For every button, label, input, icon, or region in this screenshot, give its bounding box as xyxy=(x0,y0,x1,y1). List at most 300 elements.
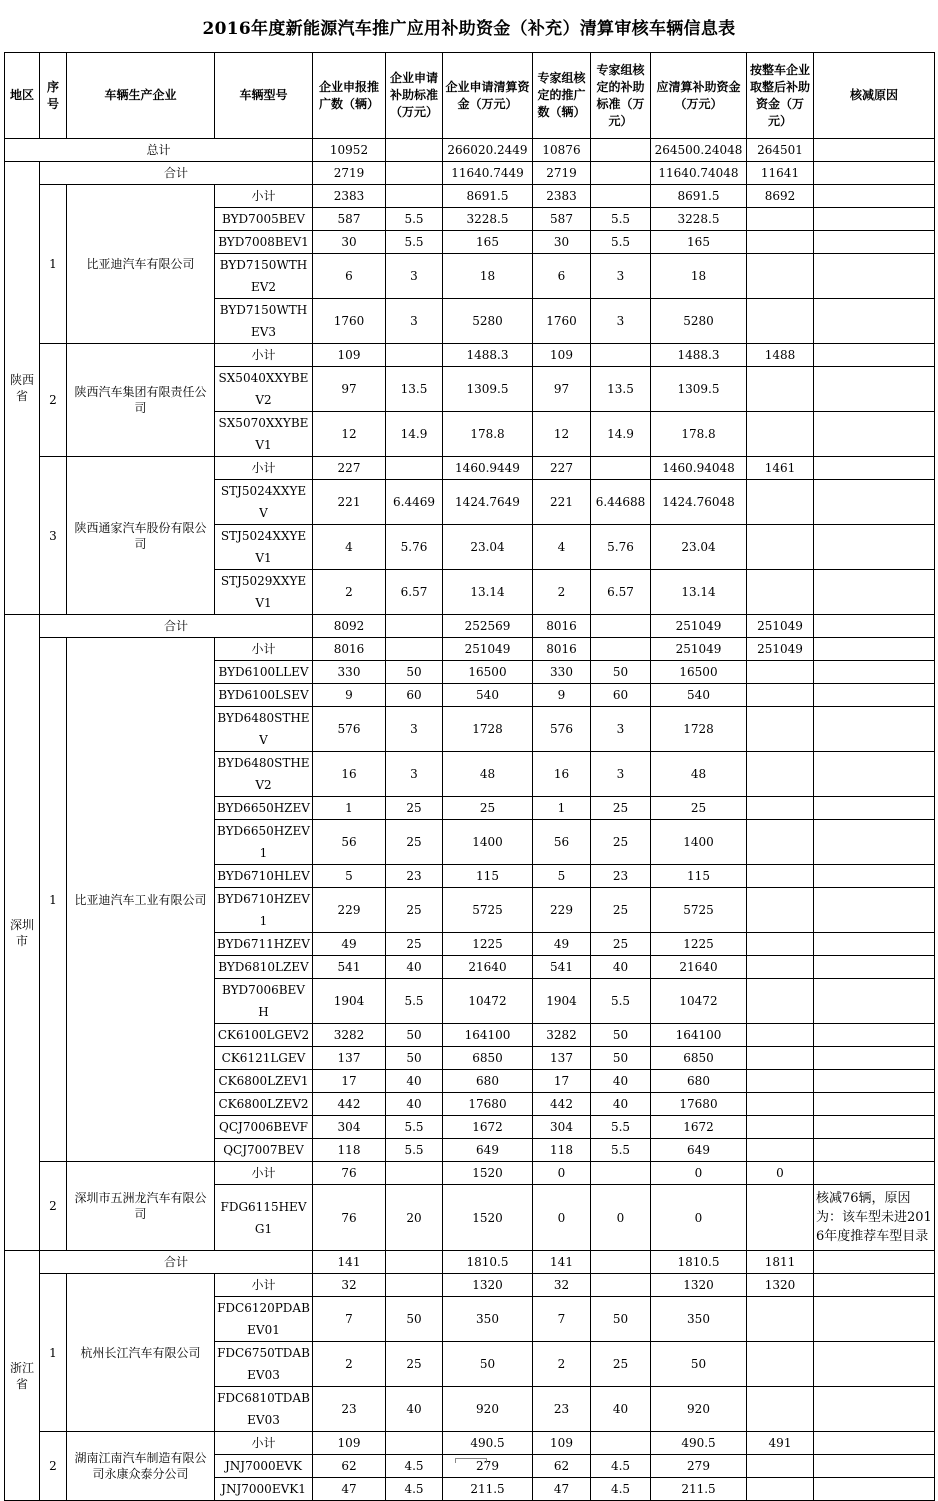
region-sum-rounded-fund: 251049 xyxy=(747,615,814,638)
vehicle-declared-fund: 680 xyxy=(443,1070,533,1093)
vehicle-reason xyxy=(814,208,935,231)
vehicle-model: BYD7006BEVH xyxy=(215,979,313,1024)
vehicle-declared-std: 5.76 xyxy=(386,525,443,570)
vehicle-expert-qty: 1904 xyxy=(533,979,591,1024)
subtotal-expert-std xyxy=(591,344,651,367)
vehicle-expert-qty: 30 xyxy=(533,231,591,254)
vehicle-settle-fund: 18 xyxy=(651,254,747,299)
vehicle-rounded-fund xyxy=(747,231,814,254)
vehicle-declared-qty: 118 xyxy=(313,1139,386,1162)
vehicle-settle-fund: 1400 xyxy=(651,820,747,865)
vehicle-declared-fund: 350 xyxy=(443,1297,533,1342)
company-name: 陕西通家汽车股份有限公司 xyxy=(67,457,215,615)
vehicle-reason xyxy=(814,1297,935,1342)
vehicle-settle-fund: 21640 xyxy=(651,956,747,979)
region-sum-settle-fund: 251049 xyxy=(651,615,747,638)
region-sum-expert-std xyxy=(591,615,651,638)
vehicle-rounded-fund xyxy=(747,1047,814,1070)
region-sum-label: 合计 xyxy=(40,162,313,185)
vehicle-expert-std: 6.57 xyxy=(591,570,651,615)
vehicle-expert-qty: 3282 xyxy=(533,1024,591,1047)
subtotal-declared-qty: 2383 xyxy=(313,185,386,208)
subtotal-expert-qty: 0 xyxy=(533,1162,591,1185)
company-seq: 1 xyxy=(40,638,67,1162)
vehicle-declared-std: 20 xyxy=(386,1185,443,1251)
vehicle-expert-std: 6.44688 xyxy=(591,480,651,525)
vehicle-settle-fund: 649 xyxy=(651,1139,747,1162)
total-expert-qty: 10876 xyxy=(533,139,591,162)
subtotal-reason xyxy=(814,1432,935,1455)
subtotal-rounded-fund: 1488 xyxy=(747,344,814,367)
vehicle-settle-fund: 211.5 xyxy=(651,1478,747,1501)
vehicle-rounded-fund xyxy=(747,1387,814,1432)
vehicle-declared-qty: 229 xyxy=(313,888,386,933)
vehicle-settle-fund: 920 xyxy=(651,1387,747,1432)
region-sum-reason xyxy=(814,162,935,185)
vehicle-expert-std: 50 xyxy=(591,1024,651,1047)
vehicle-reason xyxy=(814,525,935,570)
vehicle-settle-fund: 50 xyxy=(651,1342,747,1387)
vehicle-declared-qty: 76 xyxy=(313,1185,386,1251)
company-seq: 3 xyxy=(40,457,67,615)
region-sum-settle-fund: 1810.5 xyxy=(651,1251,747,1274)
vehicle-expert-std: 0 xyxy=(591,1185,651,1251)
vehicle-declared-std: 40 xyxy=(386,1387,443,1432)
vehicle-expert-std: 40 xyxy=(591,1070,651,1093)
subtotal-expert-std xyxy=(591,1274,651,1297)
vehicle-model: BYD6100LLEV xyxy=(215,661,313,684)
header-row xyxy=(5,53,935,139)
region-sum-expert-std xyxy=(591,162,651,185)
vehicle-model: CK6100LGEV2 xyxy=(215,1024,313,1047)
vehicle-reason xyxy=(814,231,935,254)
region-sum-declared-std xyxy=(386,162,443,185)
company-name: 比亚迪汽车工业有限公司 xyxy=(67,638,215,1162)
vehicle-rounded-fund xyxy=(747,1342,814,1387)
vehicle-reason xyxy=(814,1455,935,1478)
vehicle-declared-std: 25 xyxy=(386,797,443,820)
vehicle-declared-qty: 2 xyxy=(313,1342,386,1387)
vehicle-rounded-fund xyxy=(747,956,814,979)
vehicle-expert-qty: 16 xyxy=(533,752,591,797)
vehicle-expert-qty: 5 xyxy=(533,865,591,888)
page-edge-marker xyxy=(455,1458,487,1463)
vehicle-declared-std: 5.5 xyxy=(386,231,443,254)
subtotal-label: 小计 xyxy=(215,1274,313,1297)
vehicle-expert-std: 13.5 xyxy=(591,367,651,412)
vehicle-expert-std: 50 xyxy=(591,661,651,684)
vehicle-expert-qty: 2 xyxy=(533,1342,591,1387)
vehicle-settle-fund: 17680 xyxy=(651,1093,747,1116)
total-rounded-fund: 264501 xyxy=(747,139,814,162)
vehicle-expert-std: 25 xyxy=(591,1342,651,1387)
vehicle-declared-std: 50 xyxy=(386,1297,443,1342)
subtotal-settle-fund: 0 xyxy=(651,1162,747,1185)
vehicle-info-table xyxy=(4,52,935,1501)
vehicle-rounded-fund xyxy=(747,888,814,933)
vehicle-settle-fund: 164100 xyxy=(651,1024,747,1047)
vehicle-expert-qty: 304 xyxy=(533,1116,591,1139)
vehicle-model: BYD7150WTHEV3 xyxy=(215,299,313,344)
vehicle-settle-fund: 25 xyxy=(651,797,747,820)
vehicle-declared-fund: 21640 xyxy=(443,956,533,979)
vehicle-model: STJ5024XXYEV1 xyxy=(215,525,313,570)
vehicle-reason xyxy=(814,412,935,457)
vehicle-declared-std: 13.5 xyxy=(386,367,443,412)
vehicle-declared-fund: 23.04 xyxy=(443,525,533,570)
total-label: 总计 xyxy=(5,139,313,162)
vehicle-declared-qty: 17 xyxy=(313,1070,386,1093)
vehicle-settle-fund: 115 xyxy=(651,865,747,888)
vehicle-declared-std: 23 xyxy=(386,865,443,888)
vehicle-rounded-fund xyxy=(747,820,814,865)
vehicle-rounded-fund xyxy=(747,707,814,752)
vehicle-declared-fund: 3228.5 xyxy=(443,208,533,231)
vehicle-model: FDC6120PDABEV01 xyxy=(215,1297,313,1342)
subtotal-declared-fund: 1488.3 xyxy=(443,344,533,367)
vehicle-declared-fund: 115 xyxy=(443,865,533,888)
subtotal-rounded-fund: 8692 xyxy=(747,185,814,208)
subtotal-rounded-fund: 491 xyxy=(747,1432,814,1455)
vehicle-settle-fund: 5725 xyxy=(651,888,747,933)
vehicle-reason xyxy=(814,684,935,707)
subtotal-expert-qty: 32 xyxy=(533,1274,591,1297)
vehicle-model: BYD6711HZEV xyxy=(215,933,313,956)
subtotal-reason xyxy=(814,344,935,367)
subtotal-reason xyxy=(814,638,935,661)
vehicle-declared-qty: 587 xyxy=(313,208,386,231)
vehicle-declared-std: 50 xyxy=(386,1047,443,1070)
vehicle-settle-fund: 16500 xyxy=(651,661,747,684)
subtotal-expert-std xyxy=(591,1162,651,1185)
region-sum-rounded-fund: 11641 xyxy=(747,162,814,185)
header-region: 地区 xyxy=(5,53,40,139)
vehicle-declared-fund: 649 xyxy=(443,1139,533,1162)
vehicle-declared-fund: 5280 xyxy=(443,299,533,344)
subtotal-settle-fund: 490.5 xyxy=(651,1432,747,1455)
vehicle-model: BYD6480STHEV xyxy=(215,707,313,752)
total-declared-qty: 10952 xyxy=(313,139,386,162)
vehicle-declared-fund: 1225 xyxy=(443,933,533,956)
region-sum-declared-fund: 1810.5 xyxy=(443,1251,533,1274)
vehicle-model: BYD7150WTHEV2 xyxy=(215,254,313,299)
vehicle-expert-qty: 17 xyxy=(533,1070,591,1093)
vehicle-rounded-fund xyxy=(747,1455,814,1478)
vehicle-declared-fund: 6850 xyxy=(443,1047,533,1070)
subtotal-declared-qty: 109 xyxy=(313,1432,386,1455)
vehicle-model: BYD6810LZEV xyxy=(215,956,313,979)
vehicle-declared-qty: 1 xyxy=(313,797,386,820)
vehicle-expert-qty: 4 xyxy=(533,525,591,570)
region-sum-label: 合计 xyxy=(40,1251,313,1274)
vehicle-rounded-fund xyxy=(747,1070,814,1093)
vehicle-model: BYD6480STHEV2 xyxy=(215,752,313,797)
vehicle-declared-qty: 16 xyxy=(313,752,386,797)
vehicle-rounded-fund xyxy=(747,797,814,820)
subtotal-declared-qty: 76 xyxy=(313,1162,386,1185)
subtotal-rounded-fund: 1320 xyxy=(747,1274,814,1297)
total-declared-std xyxy=(386,139,443,162)
vehicle-rounded-fund xyxy=(747,367,814,412)
subtotal-label: 小计 xyxy=(215,457,313,480)
total-settle-fund: 264500.24048 xyxy=(651,139,747,162)
vehicle-reason xyxy=(814,797,935,820)
vehicle-model: FDC6750TDABEV03 xyxy=(215,1342,313,1387)
vehicle-declared-qty: 576 xyxy=(313,707,386,752)
vehicle-reason xyxy=(814,888,935,933)
vehicle-expert-std: 3 xyxy=(591,752,651,797)
vehicle-reason xyxy=(814,367,935,412)
vehicle-expert-std: 5.5 xyxy=(591,208,651,231)
vehicle-declared-qty: 4 xyxy=(313,525,386,570)
vehicle-settle-fund: 350 xyxy=(651,1297,747,1342)
subtotal-expert-qty: 8016 xyxy=(533,638,591,661)
company-seq: 2 xyxy=(40,1432,67,1501)
company-name: 比亚迪汽车有限公司 xyxy=(67,185,215,344)
vehicle-settle-fund: 1672 xyxy=(651,1116,747,1139)
vehicle-declared-qty: 30 xyxy=(313,231,386,254)
vehicle-expert-std: 5.76 xyxy=(591,525,651,570)
vehicle-model: BYD7008BEV1 xyxy=(215,231,313,254)
vehicle-rounded-fund xyxy=(747,1478,814,1501)
region-sum-label: 合计 xyxy=(40,615,313,638)
subtotal-expert-std xyxy=(591,1432,651,1455)
subtotal-settle-fund: 1460.94048 xyxy=(651,457,747,480)
vehicle-expert-std: 5.5 xyxy=(591,1116,651,1139)
company-name: 杭州长江汽车有限公司 xyxy=(67,1274,215,1432)
company-name: 深圳市五洲龙汽车有限公司 xyxy=(67,1162,215,1251)
region-name: 浙江省 xyxy=(5,1251,40,1501)
vehicle-expert-std: 5.5 xyxy=(591,231,651,254)
vehicle-expert-std: 40 xyxy=(591,1093,651,1116)
subtotal-declared-std xyxy=(386,344,443,367)
vehicle-declared-fund: 25 xyxy=(443,797,533,820)
subtotal-expert-qty: 109 xyxy=(533,344,591,367)
vehicle-declared-qty: 442 xyxy=(313,1093,386,1116)
subtotal-declared-fund: 490.5 xyxy=(443,1432,533,1455)
vehicle-expert-std: 4.5 xyxy=(591,1455,651,1478)
vehicle-expert-qty: 56 xyxy=(533,820,591,865)
vehicle-rounded-fund xyxy=(747,1139,814,1162)
vehicle-rounded-fund xyxy=(747,1116,814,1139)
subtotal-rounded-fund: 1461 xyxy=(747,457,814,480)
vehicle-settle-fund: 178.8 xyxy=(651,412,747,457)
vehicle-settle-fund: 0 xyxy=(651,1185,747,1251)
region-sum-row xyxy=(5,1251,935,1274)
vehicle-expert-std: 40 xyxy=(591,1387,651,1432)
vehicle-model: SX5040XXYBEV2 xyxy=(215,367,313,412)
vehicle-declared-std: 14.9 xyxy=(386,412,443,457)
vehicle-expert-qty: 137 xyxy=(533,1047,591,1070)
vehicle-rounded-fund xyxy=(747,1297,814,1342)
company-subtotal-row xyxy=(5,1274,935,1297)
vehicle-rounded-fund xyxy=(747,525,814,570)
subtotal-reason xyxy=(814,1274,935,1297)
company-subtotal-row xyxy=(5,185,935,208)
company-subtotal-row xyxy=(5,457,935,480)
vehicle-expert-qty: 23 xyxy=(533,1387,591,1432)
vehicle-model: QCJ7006BEVF xyxy=(215,1116,313,1139)
vehicle-settle-fund: 165 xyxy=(651,231,747,254)
vehicle-reason xyxy=(814,1047,935,1070)
header-declared-qty: 企业申报推广数（辆） xyxy=(313,53,386,139)
company-subtotal-row xyxy=(5,1432,935,1455)
vehicle-settle-fund: 1225 xyxy=(651,933,747,956)
region-sum-declared-std xyxy=(386,615,443,638)
vehicle-reason xyxy=(814,1139,935,1162)
vehicle-declared-std: 3 xyxy=(386,299,443,344)
vehicle-expert-std: 5.5 xyxy=(591,1139,651,1162)
vehicle-settle-fund: 1728 xyxy=(651,707,747,752)
header-reason: 核减原因 xyxy=(814,53,935,139)
vehicle-reason xyxy=(814,1387,935,1432)
vehicle-declared-fund: 17680 xyxy=(443,1093,533,1116)
vehicle-reason xyxy=(814,1070,935,1093)
subtotal-expert-qty: 109 xyxy=(533,1432,591,1455)
vehicle-declared-std: 6.57 xyxy=(386,570,443,615)
vehicle-declared-qty: 9 xyxy=(313,684,386,707)
vehicle-expert-qty: 541 xyxy=(533,956,591,979)
vehicle-rounded-fund xyxy=(747,299,814,344)
region-sum-expert-qty: 2719 xyxy=(533,162,591,185)
vehicle-reason xyxy=(814,865,935,888)
vehicle-rounded-fund xyxy=(747,208,814,231)
vehicle-expert-qty: 9 xyxy=(533,684,591,707)
company-seq: 1 xyxy=(40,185,67,344)
vehicle-declared-fund: 16500 xyxy=(443,661,533,684)
subtotal-expert-qty: 2383 xyxy=(533,185,591,208)
header-model: 车辆型号 xyxy=(215,53,313,139)
vehicle-expert-qty: 330 xyxy=(533,661,591,684)
vehicle-settle-fund: 3228.5 xyxy=(651,208,747,231)
subtotal-declared-std xyxy=(386,638,443,661)
vehicle-declared-std: 5.5 xyxy=(386,208,443,231)
vehicle-expert-qty: 442 xyxy=(533,1093,591,1116)
vehicle-settle-fund: 1309.5 xyxy=(651,367,747,412)
vehicle-declared-qty: 330 xyxy=(313,661,386,684)
vehicle-expert-std: 4.5 xyxy=(591,1478,651,1501)
vehicle-expert-qty: 2 xyxy=(533,570,591,615)
vehicle-declared-std: 5.5 xyxy=(386,1139,443,1162)
subtotal-label: 小计 xyxy=(215,1162,313,1185)
region-name: 陕西省 xyxy=(5,162,40,615)
subtotal-settle-fund: 8691.5 xyxy=(651,185,747,208)
vehicle-declared-std: 25 xyxy=(386,888,443,933)
vehicle-model: BYD6710HZEV1 xyxy=(215,888,313,933)
vehicle-declared-qty: 2 xyxy=(313,570,386,615)
vehicle-rounded-fund xyxy=(747,1185,814,1251)
company-subtotal-row xyxy=(5,344,935,367)
region-sum-expert-qty: 141 xyxy=(533,1251,591,1274)
vehicle-expert-std: 14.9 xyxy=(591,412,651,457)
vehicle-model: STJ5029XXYEV1 xyxy=(215,570,313,615)
region-sum-declared-qty: 2719 xyxy=(313,162,386,185)
vehicle-declared-fund: 164100 xyxy=(443,1024,533,1047)
vehicle-expert-std: 3 xyxy=(591,254,651,299)
header-rounded-fund: 按整车企业取整后补助资金（万元） xyxy=(747,53,814,139)
vehicle-declared-fund: 50 xyxy=(443,1342,533,1387)
vehicle-declared-std: 3 xyxy=(386,752,443,797)
vehicle-expert-qty: 587 xyxy=(533,208,591,231)
header-expert-std: 专家组核定的补助标准（万元） xyxy=(591,53,651,139)
vehicle-reason xyxy=(814,480,935,525)
vehicle-rounded-fund xyxy=(747,979,814,1024)
subtotal-declared-qty: 109 xyxy=(313,344,386,367)
vehicle-expert-std: 5.5 xyxy=(591,979,651,1024)
vehicle-expert-std: 3 xyxy=(591,707,651,752)
vehicle-expert-std: 50 xyxy=(591,1297,651,1342)
vehicle-model: QCJ7007BEV xyxy=(215,1139,313,1162)
vehicle-declared-std: 4.5 xyxy=(386,1455,443,1478)
vehicle-reason: 核减76辆，原因为：该车型未进2016年度推荐车型目录 xyxy=(814,1185,935,1251)
vehicle-settle-fund: 1424.76048 xyxy=(651,480,747,525)
subtotal-reason xyxy=(814,457,935,480)
company-subtotal-row xyxy=(5,638,935,661)
company-seq: 2 xyxy=(40,1162,67,1251)
subtotal-declared-fund: 1460.9449 xyxy=(443,457,533,480)
company-seq: 1 xyxy=(40,1274,67,1432)
total-row xyxy=(5,139,935,162)
vehicle-declared-qty: 3282 xyxy=(313,1024,386,1047)
header-company: 车辆生产企业 xyxy=(67,53,215,139)
subtotal-declared-qty: 32 xyxy=(313,1274,386,1297)
subtotal-expert-std xyxy=(591,457,651,480)
vehicle-expert-qty: 221 xyxy=(533,480,591,525)
subtotal-label: 小计 xyxy=(215,185,313,208)
vehicle-model: JNJ7000EVK1 xyxy=(215,1478,313,1501)
vehicle-declared-fund: 1400 xyxy=(443,820,533,865)
subtotal-label: 小计 xyxy=(215,344,313,367)
subtotal-declared-std xyxy=(386,185,443,208)
vehicle-reason xyxy=(814,820,935,865)
vehicle-settle-fund: 13.14 xyxy=(651,570,747,615)
subtotal-rounded-fund: 251049 xyxy=(747,638,814,661)
region-sum-declared-qty: 141 xyxy=(313,1251,386,1274)
region-sum-declared-std xyxy=(386,1251,443,1274)
vehicle-declared-fund: 5725 xyxy=(443,888,533,933)
vehicle-rounded-fund xyxy=(747,684,814,707)
vehicle-expert-std: 23 xyxy=(591,865,651,888)
vehicle-rounded-fund xyxy=(747,254,814,299)
vehicle-declared-fund: 48 xyxy=(443,752,533,797)
vehicle-model: BYD6650HZEV xyxy=(215,797,313,820)
vehicle-declared-std: 40 xyxy=(386,956,443,979)
vehicle-declared-qty: 49 xyxy=(313,933,386,956)
vehicle-expert-qty: 97 xyxy=(533,367,591,412)
vehicle-reason xyxy=(814,1093,935,1116)
vehicle-reason xyxy=(814,254,935,299)
vehicle-settle-fund: 279 xyxy=(651,1455,747,1478)
vehicle-declared-fund: 18 xyxy=(443,254,533,299)
vehicle-model: JNJ7000EVK xyxy=(215,1455,313,1478)
vehicle-expert-qty: 0 xyxy=(533,1185,591,1251)
vehicle-rounded-fund xyxy=(747,480,814,525)
vehicle-expert-std: 25 xyxy=(591,888,651,933)
vehicle-declared-fund: 920 xyxy=(443,1387,533,1432)
vehicle-declared-qty: 304 xyxy=(313,1116,386,1139)
region-sum-reason xyxy=(814,615,935,638)
region-sum-expert-qty: 8016 xyxy=(533,615,591,638)
vehicle-settle-fund: 23.04 xyxy=(651,525,747,570)
vehicle-reason xyxy=(814,979,935,1024)
vehicle-declared-qty: 62 xyxy=(313,1455,386,1478)
vehicle-reason xyxy=(814,1478,935,1501)
subtotal-label: 小计 xyxy=(215,1432,313,1455)
vehicle-model: SX5070XXYBEV1 xyxy=(215,412,313,457)
vehicle-rounded-fund xyxy=(747,1093,814,1116)
vehicle-expert-qty: 576 xyxy=(533,707,591,752)
vehicle-declared-std: 25 xyxy=(386,933,443,956)
